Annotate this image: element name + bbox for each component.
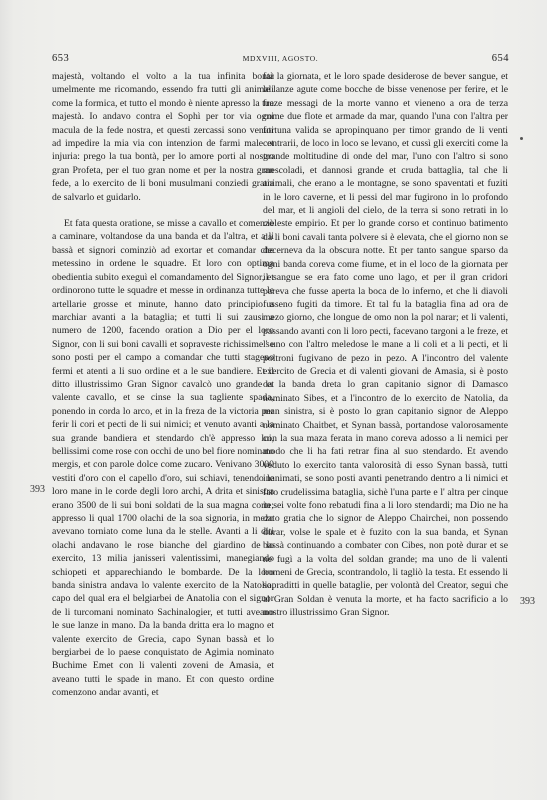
margin-number-left: 393 (30, 484, 45, 495)
right-text-column (263, 70, 508, 620)
paragraph: far la giornata, et le loro spade desiderose de bever sangue, et le lanze agute come bocche de bisse venenose per ferire, et le freze messagi de la morte vanno et vieneno a ora de terza come due flote et armade da mar, quando l'una con l'altra per fortuna valida se apropinquano per timor grando de li venti contrarii, de loco in loco se levano, et cussì gli exerciti come la grande moltitudine di onde del mar, l'uno con l'altro si sono mescoladi, et dannosi grande et cruda battaglia, tal che li animali, che erano a le montagne, se sono spaventati et fuziti in le loro caverne, et li pessi del mar fugirono in lo profondo del mar, et li angioli del cielo, de la terra si sono retrati in lo cieleste empirio. Et per lo grande corso et continuo batimento da li boni cavali tanta polvere si è elevata, che el giorno non se decerneva da la obscura notte. Et per tanto sangue sparso da ogni banda coreva come fiume, et in el loco de la giornata per il sangue se era fato come uno lago, et per il gran cridori pareva che fusse aperta la boca de lo inferno, et che li diavoli fusseno fugiti da timore. Et tal fu la bataglia fina ad ora de mezo giorno, che longue de omo non la pol narar; et li valenti, passando avanti con li loro pecti, facevano targoni a le freze, et l' uno con l'altro meledose le mane a li coli et a li pecti, et li poltroni fugivano de pezo in pezo. A l'incontro del valente exercito de Grecia et di valenti giovani de Amasia, si è posto da la banda dreta lo gran capitanio signor di Damasco nominato Sibes, et a l'incontro de lo exercito de Natolia, da man sinistra, si è posto lo gran capitanio signor de Aleppo nominato Chaitbet, et Synan bassà, portandose valorosamente con la sua maza ferata in mano coreva adosso a li nemici per modo che li ha fati retrar fina al suo stendardo. Et avendo veduto lo exercito tanta valorosità di esso Synan bassà, tutti inanimati, se sono posti avanti penetrando dentro a li nimici et fato crudelissima bataglia, sichè l'una parte e l' altra per cinque in sei volte fono rebatudi fina a li loro stendardi; ma Dio ne ha dato gratia che lo signor de Aleppo Chairchei, non possendo durar, volse le spale et è fuzito con la sua banda, et Synan bassà continuando a combater con Cibes, non potè durar et se ne fugì a la volta del soldan grande; ma uno de li valenti homeni de Grecia, scontrandolo, li tagliò la testa. Et essendo li sopraditti in quelle bataglie, per volontà del Creator, segui che al Gran Soldan è venuta la morte, et ha facto sacrificio a lo nostro illustrissimo Gran Signor. (263, 71, 508, 619)
running-title: MDXVIII, AGOSTO. (242, 54, 319, 63)
margin-number-right: 393 (520, 596, 535, 607)
paragraph: majestà, voltando el volto a la tua infinita bontà umelmente me ricomando, essendo fra tutti gli animali come la formica, et tutto el mondo è niente apresso la tua majestà. Io andavo contra el Sophì per tor via ogni macula de la fede nostra, et questi zercassi sono venuti ad impedire la mia via con intenzion de farmi male et injuria: prego la tua bontà, per lo amore porti al nostro gran Profeta, per el tuo gran nome et per la nostra gran fede, a lo exercito de li boni musulmani conziedi gratia de salvarlo et guidarlo. (52, 71, 274, 203)
page-number-left: 653 (52, 53, 70, 64)
paragraph: Et fata questa oratione, se misse a cavallo et comenzò a caminare, voltandose da una banda et da l'altra, et a li bassà et signori cominziò ad exortar et comandar che metessino in ordene le squadre. Et loro con optima obedientia subito exeguì el comandamento del Signor, et ordinorono tutte le squadre et messe in ordinanza tutte le artellarie grosse et minute, hanno dato principio a marchiar avanti a la bataglia; et tutti li sui zausi a numero de 1200, facendo oration a Dio per el loro Signor, con li sui boni cavalli et sopraveste richissime se sono posti per el campo a comandar che tutti stageno fermi et atenti a li suo ordine et a le sue bandiere. Et il ditto illustrissimo Gran Signor cavalcò uno grande et valente cavallo, et se cinse la sua tagliente spada, ponendo in corda lo arco, et in la freza de la victoria per ferir li cori et pecti de li sui nimici; et venuto avanti a la sua grande bandiera et stendardo ch'è appresso lui, bellissimi come rose con occhi de uno bel fiore nominato mergis, et con parole dolce come zucaro. Venivano 3000 vestiti d'oro con el capello d'oro, sui schiavi, tenendo le loro mane in le corde degli loro archi, A drita et sinistra erano 3500 de li sui boni soldati de la sua magna corte; appresso li qual 1700 olachi de la soa signoria, in mezo avevano torniato come luna da le stelle. Avanti a li diti olachi andavano le rose bianche del giardino de lo exercito, 13 milia janisseri valentissimi, manegiando schiopeti et apparechiando le bombarde. De la loro banda sinistra andava lo valente exercito de la Natolia, capo del qual era el belgiarbei de Anatolia con el signor de li turcomani nominato Sachinalogier, et tutti aveano le sue lanze in mano. Da la banda dritta era lo magno et valente exercito de Grecia, capo Synan bassà et lo bergiarbei de lo paese conquistato de Agimia nominato Buchime Emet con li valenti zoveni de Amasia, et aveano tutti le spade in mano. Et con questo ordine comenzono andar avanti, et (52, 218, 274, 699)
left-text-column (52, 70, 274, 700)
page-number-right: 654 (491, 53, 509, 64)
margin-mark (520, 137, 523, 140)
running-header (52, 53, 509, 67)
